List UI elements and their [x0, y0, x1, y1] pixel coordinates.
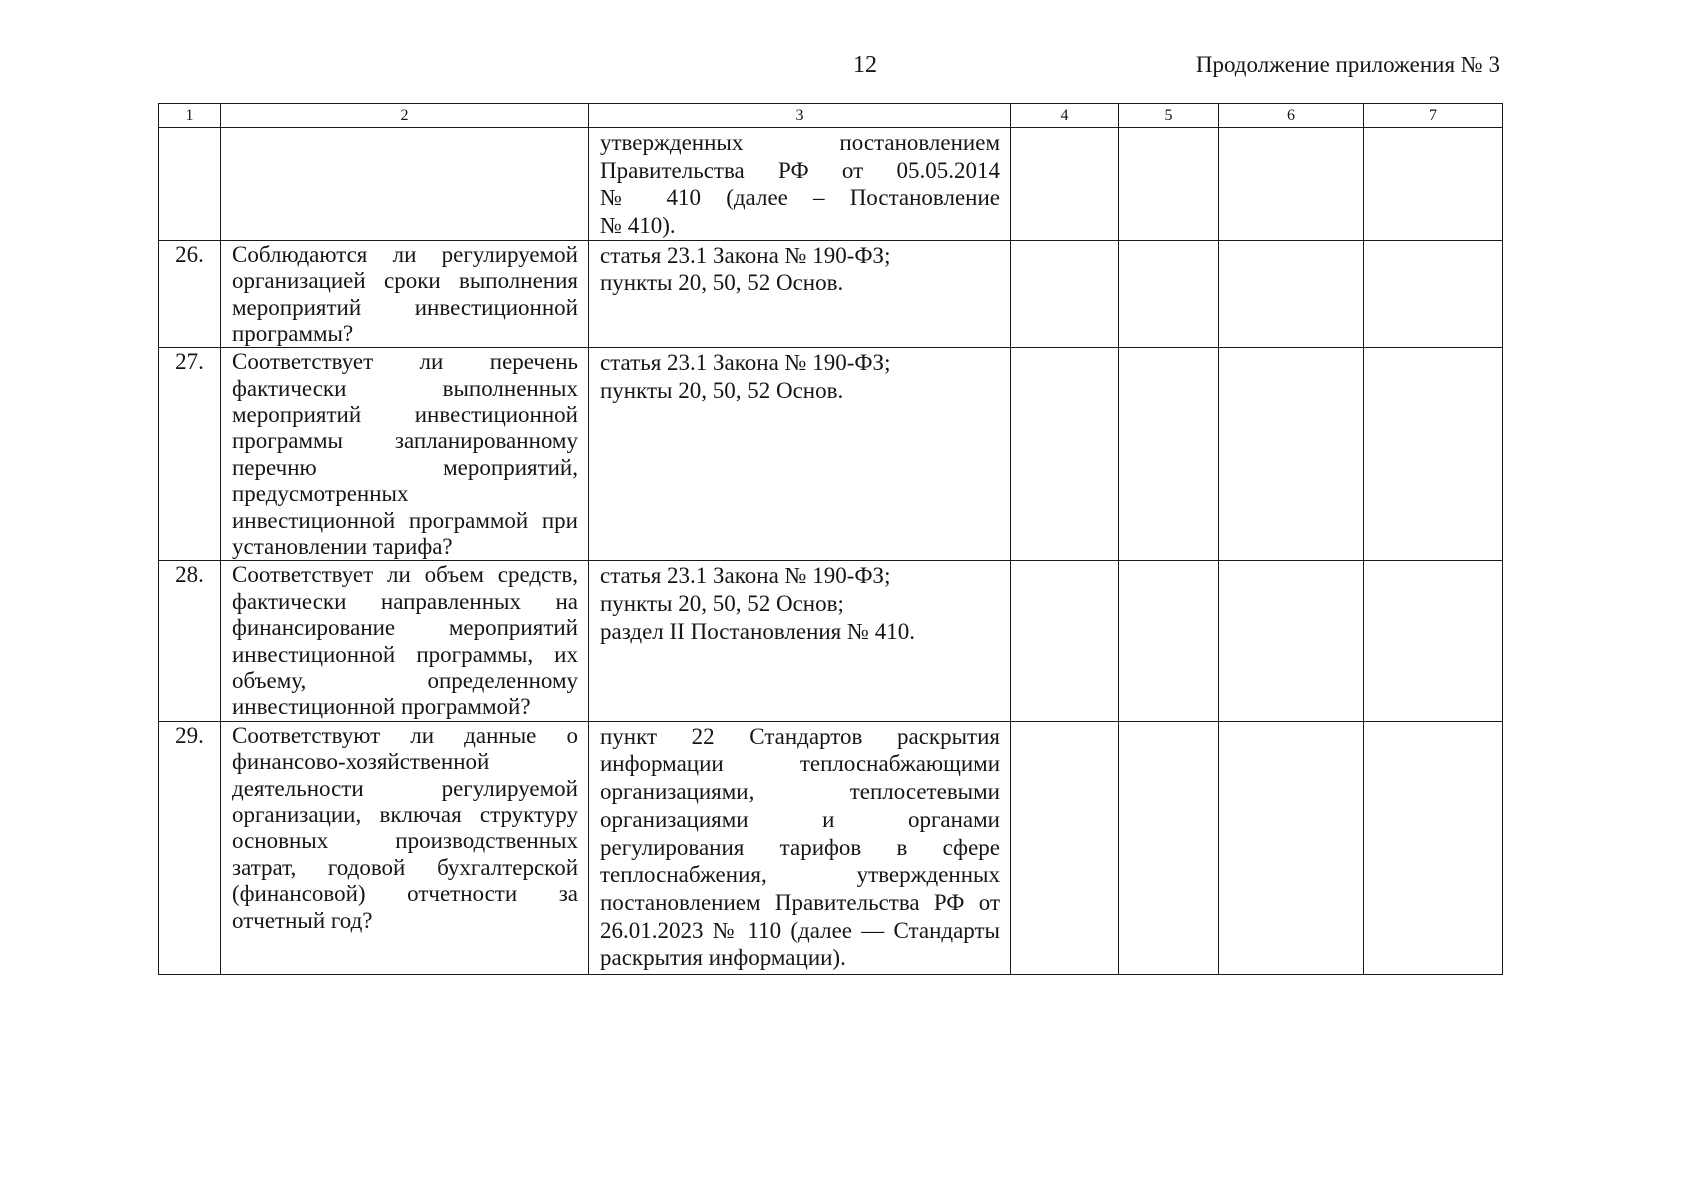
table-cell-col6 — [1219, 128, 1364, 241]
question-line: Соответствует ли перечень — [232, 349, 578, 375]
question-cell — [221, 240, 589, 348]
table-cell-col7 — [1364, 561, 1503, 721]
question-line: деятельности регулируемой — [232, 775, 578, 801]
reference-cell — [589, 721, 1011, 974]
reference-line: информации теплоснабжающими — [600, 751, 1000, 777]
question-line: (финансовой) отчетности за — [232, 881, 578, 907]
reference-line: раздел II Постановления № 410. — [600, 618, 915, 644]
table-row — [159, 561, 1503, 721]
table-row — [159, 348, 1503, 561]
reference-line: статья 23.1 Закона № 190-ФЗ; — [600, 563, 891, 589]
question-line: финансово-хозяйственной — [232, 749, 490, 775]
question-line: установлении тарифа? — [232, 534, 453, 560]
question-line: программы запланированному — [232, 428, 578, 454]
column-number: 7 — [1364, 104, 1503, 128]
table-cell-col6 — [1219, 240, 1364, 348]
reference-line: раскрытия информации). — [600, 945, 846, 971]
row-number-cell — [159, 128, 221, 241]
question-line: мероприятий инвестиционной — [232, 294, 578, 320]
reference-cell — [589, 240, 1011, 348]
table-cell-col4 — [1011, 561, 1119, 721]
question-line: финансирование мероприятий — [232, 615, 578, 641]
question-line: организации, включая структуру — [232, 801, 578, 827]
column-number: 5 — [1119, 104, 1219, 128]
table-row — [159, 721, 1503, 974]
question-line: инвестиционной программы, их — [232, 641, 578, 667]
row-number: 28. — [159, 561, 221, 721]
question-line: Соблюдаются ли регулируемой — [232, 241, 578, 267]
table-cell-col4 — [1011, 348, 1119, 561]
question-line: отчетный год? — [232, 907, 373, 933]
reference-line: теплоснабжения, утвержденных — [600, 862, 1000, 888]
question-line: объему, определенному — [232, 668, 578, 693]
table-cell-col4 — [1011, 240, 1119, 348]
reference-cell — [589, 348, 1011, 561]
reference-line: 26.01.2023 № 110 (далее — Стандарты — [600, 917, 1000, 943]
reference-line: № 410). — [600, 213, 676, 239]
table-cell-col6 — [1219, 561, 1364, 721]
reference-line: пункты 20, 50, 52 Основ. — [600, 270, 844, 296]
question-line: инвестиционной программой при — [232, 507, 578, 533]
reference-line: организациями, теплосетевыми — [600, 779, 1000, 805]
table-cell-col5 — [1119, 721, 1219, 974]
reference-line: утвержденных постановлением — [600, 130, 1000, 155]
table-cell-col7 — [1364, 348, 1503, 561]
column-number: 6 — [1219, 104, 1364, 128]
table-cell-col4 — [1011, 721, 1119, 974]
question-line: мероприятий инвестиционной — [232, 402, 578, 428]
question-line: затрат, годовой бухгалтерской — [232, 854, 578, 880]
question-line: организацией сроки выполнения — [232, 268, 578, 294]
reference-line: № 410 (далее – Постановление — [600, 185, 1000, 211]
reference-line: Правительства РФ от 05.05.2014 — [600, 157, 1000, 183]
reference-cell — [589, 561, 1011, 721]
question-cell — [221, 348, 589, 561]
checklist-table — [158, 103, 1503, 975]
table-cell-col7 — [1364, 721, 1503, 974]
reference-cell — [589, 128, 1011, 241]
table-cell-col6 — [1219, 721, 1364, 974]
question-line: программы? — [232, 320, 354, 346]
column-number: 4 — [1011, 104, 1119, 128]
reference-line: статья 23.1 Закона № 190-ФЗ; — [600, 242, 891, 268]
question-cell — [221, 561, 589, 721]
question-cell — [221, 128, 589, 241]
row-number: 29. — [159, 721, 221, 974]
reference-line: постановлением Правительства РФ от — [600, 889, 1000, 915]
column-number: 1 — [159, 104, 221, 128]
appendix-continuation-note: Продолжение приложения № 3 — [1195, 52, 1500, 77]
reference-line: пункты 20, 50, 52 Основ. — [600, 378, 844, 403]
question-line: фактически выполненных — [232, 375, 578, 401]
question-line: Соответствуют ли данные о — [232, 722, 578, 748]
column-number-row — [159, 104, 1503, 128]
row-number: 26. — [159, 240, 221, 348]
row-number: 27. — [159, 348, 221, 561]
table-cell-col6 — [1219, 348, 1364, 561]
table-cell-col7 — [1364, 128, 1503, 241]
table-row — [159, 128, 1503, 241]
table-cell-col5 — [1119, 128, 1219, 241]
question-line: перечню мероприятий, — [232, 454, 578, 480]
question-line: инвестиционной программой? — [232, 694, 531, 720]
column-number: 3 — [589, 104, 1011, 128]
question-line: Соответствует ли объем средств, — [232, 562, 578, 588]
table-cell-col5 — [1119, 561, 1219, 721]
column-number: 2 — [221, 104, 589, 128]
table-cell-col5 — [1119, 240, 1219, 348]
reference-line: организациями и органами — [600, 806, 1000, 832]
reference-line: пункт 22 Стандартов раскрытия — [600, 723, 1000, 749]
question-line: предусмотренных — [232, 481, 409, 507]
reference-line: пункты 20, 50, 52 Основ; — [600, 591, 844, 617]
question-cell — [221, 721, 589, 974]
table-cell-col7 — [1364, 240, 1503, 348]
question-line: основных производственных — [232, 828, 578, 854]
table-cell-col4 — [1011, 128, 1119, 241]
reference-line: регулирования тарифов в сфере — [600, 834, 1000, 860]
table-cell-col5 — [1119, 348, 1219, 561]
page-number: 12 — [853, 52, 877, 78]
table-row — [159, 240, 1503, 348]
question-line: фактически направленных на — [232, 588, 578, 614]
reference-line: статья 23.1 Закона № 190-ФЗ; — [600, 350, 891, 376]
